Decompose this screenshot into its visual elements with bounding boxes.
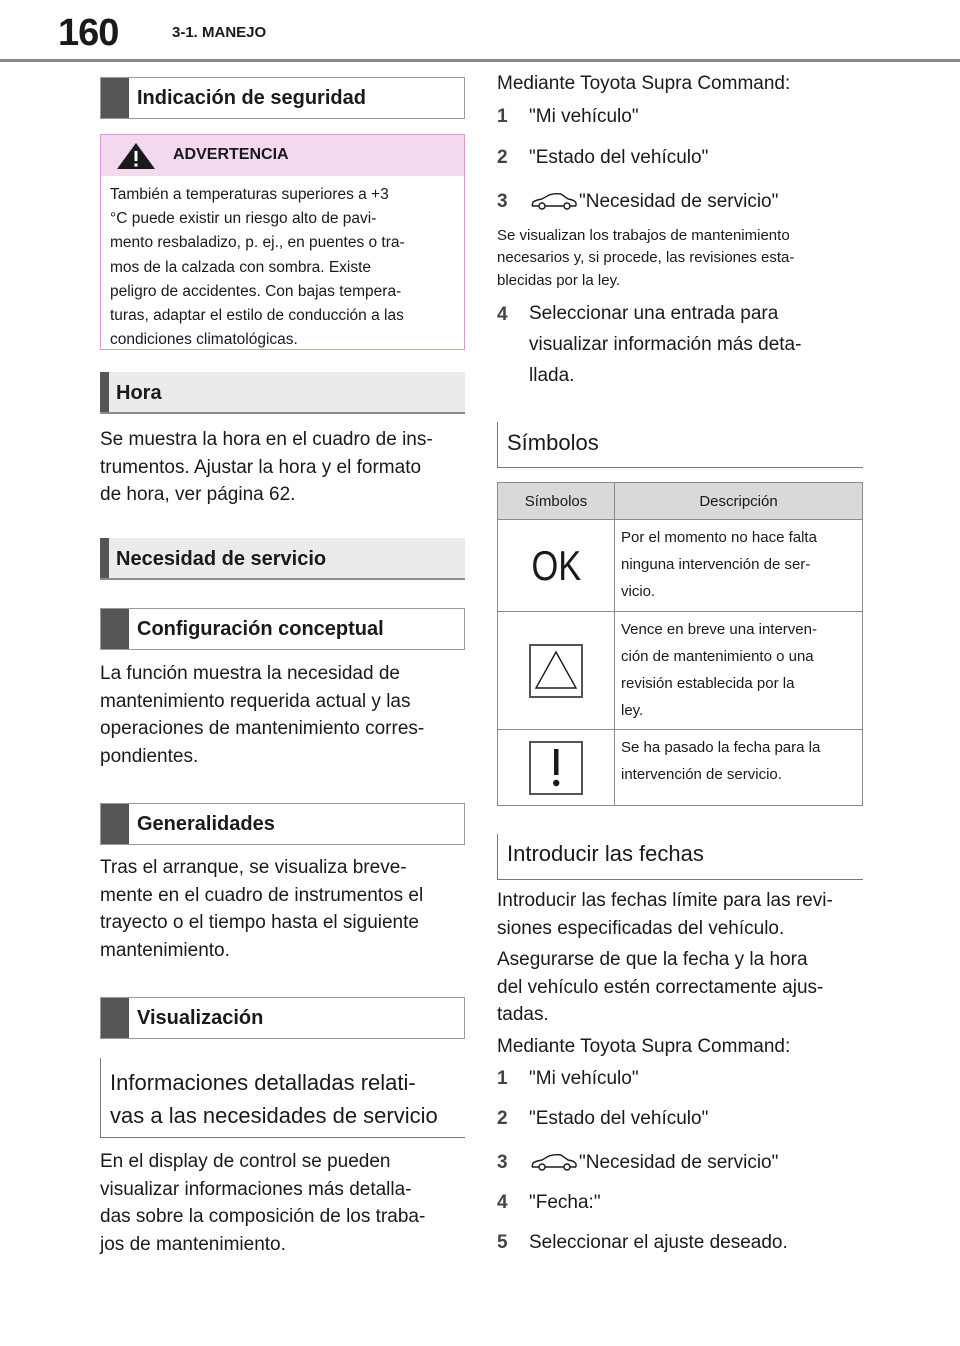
column-header-symbol: Símbolos [498, 483, 615, 520]
car-icon [530, 1153, 578, 1171]
detail-text: En el display de control se pueden visualizar informaciones más detalla- das sobre la composición de los traba- jos de mantenimiento. [100, 1151, 426, 1255]
maintenance-note: Se visualizan los trabajos de mantenimiento necesarios y, si procede, las revisiones esta- blecidas por la ley. [497, 227, 795, 289]
dates-text-1: Introducir las fechas límite para las revi- siones especificadas del vehículo. [497, 890, 833, 939]
symbols-table [497, 482, 863, 806]
step-number: 3 [497, 191, 508, 212]
step-text: Seleccionar una entrada para visualizar información más deta- llada. [529, 303, 802, 386]
hora-heading: Hora [100, 372, 465, 414]
header-rule [0, 59, 960, 62]
exclamation-icon [529, 741, 583, 795]
symbols-subheading: Símbolos [507, 430, 599, 455]
command-intro: Mediante Toyota Supra Command: [497, 73, 791, 94]
visual-heading: Visualización [100, 997, 465, 1039]
warning-box [100, 134, 465, 350]
table-row [498, 520, 863, 612]
step-number: 2 [497, 1108, 508, 1129]
step-text: "Mi vehículo" [529, 106, 639, 127]
symbol-cell [498, 612, 615, 730]
column-header-description: Descripción [615, 483, 863, 520]
table-header-row [498, 483, 863, 520]
step-text: "Estado del vehículo" [529, 1108, 709, 1129]
concept-text: La función muestra la necesidad de mantenimiento requerida actual y las operaciones de mantenimiento corres- pondientes. [100, 663, 425, 767]
dates-command-intro: Mediante Toyota Supra Command: [497, 1036, 791, 1057]
page-number: 160 [58, 12, 119, 54]
symbol-cell [498, 730, 615, 806]
symbol-cell [498, 520, 615, 612]
step-text: "Fecha:" [529, 1192, 601, 1213]
step-number: 5 [497, 1232, 508, 1253]
step-number: 4 [497, 1192, 508, 1213]
general-heading: Generalidades [100, 803, 465, 845]
concept-heading: Configuración conceptual [100, 608, 465, 650]
warning-title: ADVERTENCIA [173, 146, 289, 163]
safety-heading: Indicación de seguridad [100, 77, 465, 119]
description-cell: Por el momento no hace falta ninguna intervención de ser- vicio. [615, 520, 863, 612]
table-row [498, 730, 863, 806]
step-number: 2 [497, 147, 508, 168]
warning-triangle-icon [115, 141, 157, 171]
step-number: 1 [497, 106, 508, 127]
triangle-outline-icon [529, 644, 583, 698]
car-icon [530, 192, 578, 210]
description-cell: Se ha pasado la fecha para la intervención de servicio. [615, 730, 863, 806]
step-text: "Necesidad de servicio" [579, 1152, 779, 1173]
page-header [0, 0, 960, 60]
detail-subheading: Informaciones detalladas relati- vas a las necesidades de servicio [110, 1070, 438, 1128]
step-number: 1 [497, 1068, 508, 1089]
step-text: "Mi vehículo" [529, 1068, 639, 1089]
step-number: 4 [497, 304, 508, 325]
chapter-title: 3-1. MANEJO [172, 24, 267, 41]
step-text: "Estado del vehículo" [529, 147, 709, 168]
table-row [498, 612, 863, 730]
description-cell: Vence en breve una interven- ción de mantenimiento o una revisión establecida por la ley. [615, 612, 863, 730]
step-text: Seleccionar el ajuste deseado. [529, 1232, 788, 1253]
necesidad-heading: Necesidad de servicio [100, 538, 465, 580]
step-text: "Necesidad de servicio" [579, 191, 779, 212]
general-text: Tras el arranque, se visualiza breve- mente en el cuadro de instrumentos el trayecto o el tiempo hasta el siguiente mantenimiento. [100, 857, 424, 961]
dates-text-2: Asegurarse de que la fecha y la hora del vehículo estén correctamente ajus- tadas. [497, 949, 824, 1025]
ok-icon: OK [531, 541, 581, 589]
dates-subheading: Introducir las fechas [507, 841, 704, 866]
step-number: 3 [497, 1152, 508, 1173]
warning-text: También a temperaturas superiores a +3 °C puede existir un riesgo alto de pavi- mento resbaladizo, p. ej., en puentes o tra- mos de la calzada con sombra. Existe peligro de accidentes. Con bajas tempera- turas, adaptar el estilo de conducción a las condiciones climatológicas. [110, 186, 405, 349]
hora-text: Se muestra la hora en el cuadro de ins- trumentos. Ajustar la hora y el formato de hora, ver página 62. [100, 429, 433, 505]
warning-header [101, 135, 464, 176]
